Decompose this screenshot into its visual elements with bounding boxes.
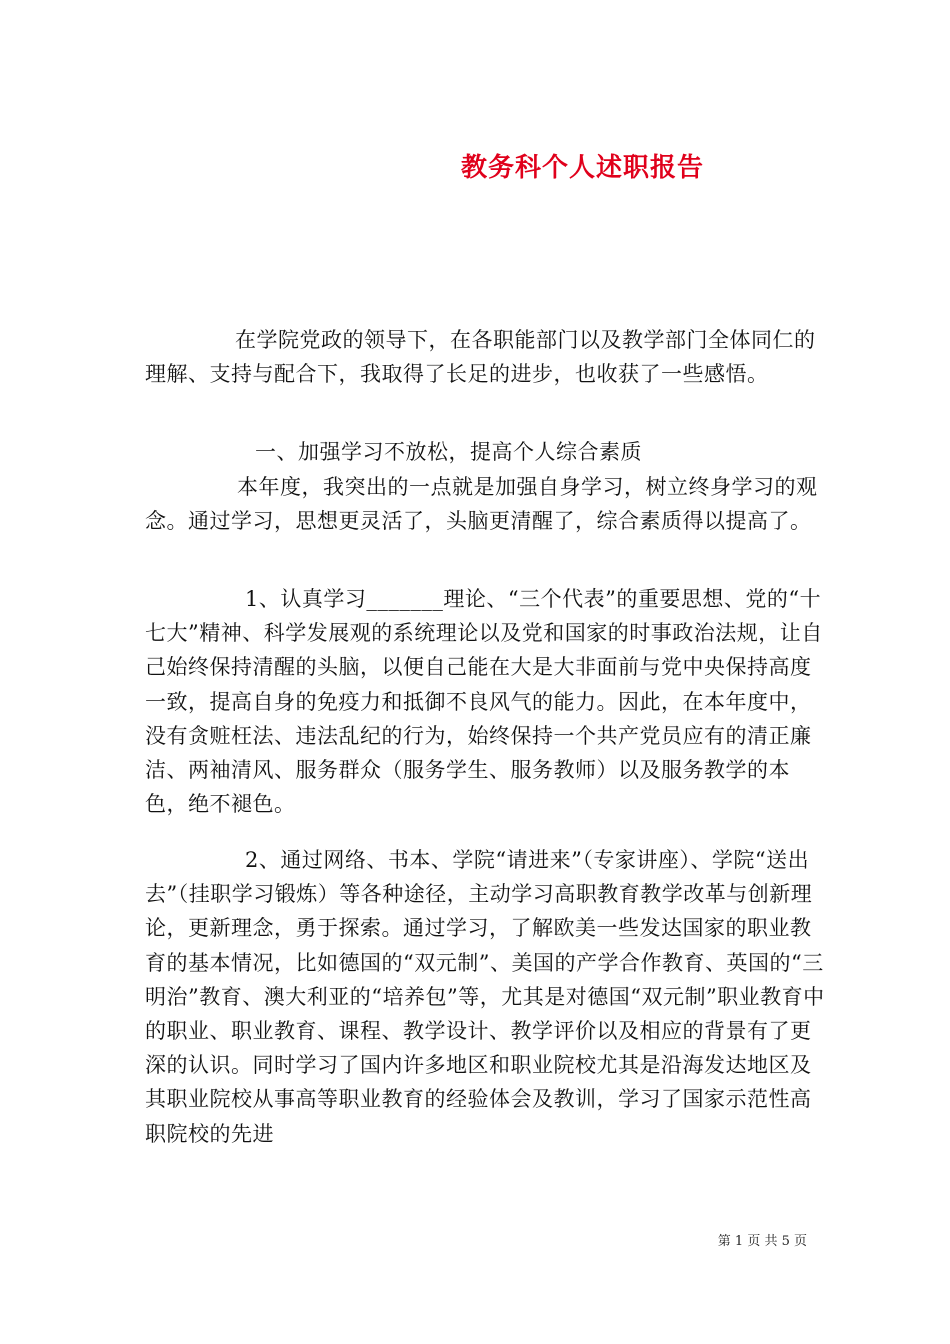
paragraph-study: 本年度，我突出的一点就是加强自身学习，树立终身学习的观念。通过学习，思想更灵活了，头脑更清醒了，综合素质得以提高了。 xyxy=(145,475,818,534)
paragraph-item-1: 1、认真学习_______理论、“三个代表”的重要思想、党的“十七大”精神、科学发展观的系统理论以及党和国家的时事政治法规，让自己始终保持清醒的头脑，以便自己能在大是大非面前与党中央保持高度一致，提高自身的免疫力和抵御不良风气的能力。因此，在本年度中，没有贪赃枉法、违法乱纪的行为，始终保持一个共产党员应有的清正廉洁、两袖清风、服务群众（服务学生、服务教师）以及服务教学的本色，绝不褪色。 xyxy=(145,587,823,817)
page-number-footer: 第 1 页 共 5 页 xyxy=(717,1234,807,1249)
section-heading: 一、加强学习不放松，提高个人综合素质 xyxy=(255,440,642,464)
paragraph-item-2: 2、通过网络、书本、学院“请进来”（专家讲座）、学院“送出去”（挂职学习锻炼）等各种途径，主动学习高职教育教学改革与创新理论，更新理念，勇于探索。通过学习，了解欧美一些发达国家的职业教育的基本情况，比如德国的“双元制”、美国的产学合作教育、英国的“三明治”教育、澳大利亚的“培养包”等，尤其是对德国“双元制”职业教育中的职业、职业教育、课程、教学设计、教学评价以及相应的背景有了更深的认识。同时学习了国内许多地区和职业院校尤其是沿海发达地区及其职业院校从事高等职业教育的经验体会及教训，学习了国家示范性高职院校的先进 xyxy=(145,848,825,1146)
paragraph-intro: 在学院党政的领导下，在各职能部门以及教学部门全体同仁的理解、支持与配合下，我取得了长足的进步，也收获了一些感悟。 xyxy=(145,328,816,387)
document-title: 教务科个人述职报告 xyxy=(460,153,704,184)
